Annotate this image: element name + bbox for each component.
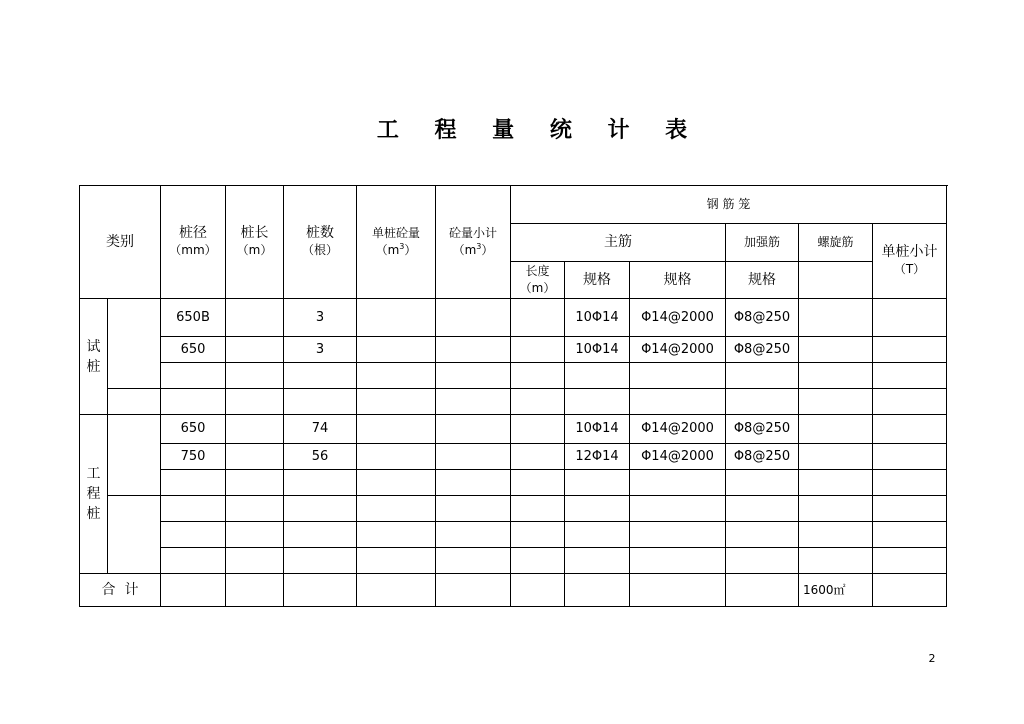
cell-sub-t <box>873 522 947 548</box>
cell-count <box>284 389 357 415</box>
cell-spiral-spec <box>726 496 799 522</box>
cell-sub-t <box>873 548 947 574</box>
cell-single-vol <box>357 415 436 444</box>
cell-count: 74 <box>284 415 357 444</box>
cell-spiral-spec: Φ8@250 <box>726 299 799 337</box>
total-row <box>80 574 947 607</box>
cell-stiff-spec: Φ14@2000 <box>630 415 726 444</box>
cell-count <box>284 496 357 522</box>
cell-single-vol <box>357 363 436 389</box>
cell-sub-t <box>873 444 947 470</box>
header-pile-length: 桩长 （m） <box>226 186 284 299</box>
cell-count: 56 <box>284 444 357 470</box>
header-single-concrete: 单桩砼量 $(m^3)$ <box>357 186 436 299</box>
total-cell <box>726 574 799 607</box>
cell-diameter: 650B <box>161 299 226 337</box>
cell-sub-t <box>873 389 947 415</box>
total-value: 1600㎡ <box>799 574 873 607</box>
table-row <box>80 522 947 548</box>
cell-count <box>284 522 357 548</box>
cell-diameter: 650 <box>161 337 226 363</box>
cell-single-vol <box>357 389 436 415</box>
cell-single-t <box>799 444 873 470</box>
cell-spiral-spec <box>726 522 799 548</box>
cell-diameter: 750 <box>161 444 226 470</box>
cell-count <box>284 363 357 389</box>
table-row <box>80 548 947 574</box>
document-title: 工 程 量 统 计 表 <box>376 117 702 143</box>
cell-single-vol <box>357 470 436 496</box>
subgroup-cell <box>108 415 161 496</box>
table-row <box>80 389 947 415</box>
cell-main-spec <box>565 389 630 415</box>
cell-single-vol <box>357 522 436 548</box>
cell-spiral-spec: Φ8@250 <box>726 337 799 363</box>
cell-vol-sub <box>436 337 511 363</box>
cell-sub-t <box>873 337 947 363</box>
total-cell <box>284 574 357 607</box>
header-length: 长度 （m） <box>511 262 565 299</box>
subgroup-cell <box>108 496 161 574</box>
cell-spiral-spec <box>726 470 799 496</box>
table-row <box>80 470 947 496</box>
cell-main-spec: 10Φ14 <box>565 337 630 363</box>
total-label: 合 计 <box>80 574 161 607</box>
cell-length <box>226 548 284 574</box>
cell-vol-sub <box>436 415 511 444</box>
cell-single-vol <box>357 299 436 337</box>
cell-vol-sub <box>436 522 511 548</box>
cell-sub-t <box>873 496 947 522</box>
subgroup-cell <box>108 299 161 389</box>
cell-rebar-len <box>511 444 565 470</box>
cell-rebar-len <box>511 363 565 389</box>
quantity-table <box>79 185 947 607</box>
cell-sub-t <box>873 415 947 444</box>
total-cell <box>436 574 511 607</box>
cell-rebar-len <box>511 548 565 574</box>
cell-length <box>226 496 284 522</box>
cell-length <box>226 470 284 496</box>
page-number: 2 <box>928 652 936 665</box>
table-row <box>80 363 947 389</box>
cell-vol-sub <box>436 299 511 337</box>
total-cell <box>630 574 726 607</box>
cell-single-vol <box>357 337 436 363</box>
cell-spiral-spec: Φ8@250 <box>726 444 799 470</box>
cell-single-vol <box>357 444 436 470</box>
cell-length <box>226 415 284 444</box>
table-row <box>80 337 947 363</box>
group-engineering-pile: 工 程 桩 <box>80 415 108 574</box>
total-cell <box>226 574 284 607</box>
cell-diameter <box>161 363 226 389</box>
cell-length <box>226 389 284 415</box>
cell-main-spec <box>565 470 630 496</box>
cell-main-spec <box>565 548 630 574</box>
cell-length <box>226 299 284 337</box>
cell-stiff-spec: Φ14@2000 <box>630 337 726 363</box>
cell-sub-t <box>873 299 947 337</box>
subgroup-cell <box>108 389 161 415</box>
cell-count: 3 <box>284 337 357 363</box>
cell-stiff-spec <box>630 522 726 548</box>
cell-rebar-len <box>511 415 565 444</box>
cell-main-spec <box>565 363 630 389</box>
total-cell <box>873 574 947 607</box>
cell-main-spec: 12Φ14 <box>565 444 630 470</box>
cell-single-vol <box>357 548 436 574</box>
cell-single-t <box>799 337 873 363</box>
cell-diameter <box>161 548 226 574</box>
total-cell <box>161 574 226 607</box>
header-main-spec: 规格 <box>565 262 630 299</box>
cell-spiral-spec <box>726 548 799 574</box>
cell-vol-sub <box>436 363 511 389</box>
total-cell <box>565 574 630 607</box>
cell-rebar-len <box>511 299 565 337</box>
cell-rebar-len <box>511 496 565 522</box>
cell-vol-sub <box>436 548 511 574</box>
cell-main-spec: 10Φ14 <box>565 299 630 337</box>
cell-diameter <box>161 470 226 496</box>
header-stiffener-spec: 规格 <box>630 262 726 299</box>
cell-length <box>226 337 284 363</box>
table-row <box>80 299 947 337</box>
cell-stiff-spec <box>630 548 726 574</box>
table-row <box>80 415 947 444</box>
cell-vol-sub <box>436 470 511 496</box>
cell-length <box>226 363 284 389</box>
cell-vol-sub <box>436 444 511 470</box>
cell-diameter <box>161 522 226 548</box>
header-single-pile-subtotal: 单桩小计 （T） <box>873 224 947 299</box>
header-concrete-subtotal: 砼量小计 $(m^3)$ <box>436 186 511 299</box>
cell-diameter: 650 <box>161 415 226 444</box>
cell-single-t <box>799 522 873 548</box>
cell-spiral-spec <box>726 389 799 415</box>
cell-diameter <box>161 496 226 522</box>
cell-single-t <box>799 548 873 574</box>
cell-stiff-spec <box>630 470 726 496</box>
cell-length <box>226 522 284 548</box>
cell-count <box>284 548 357 574</box>
header-stiffener: 加强筋 <box>726 224 799 262</box>
header-pile-diameter: 桩径 （mm） <box>161 186 226 299</box>
cell-rebar-len <box>511 522 565 548</box>
cell-spiral-spec: Φ8@250 <box>726 415 799 444</box>
cell-single-t <box>799 389 873 415</box>
cell-main-spec <box>565 496 630 522</box>
cell-stiff-spec: Φ14@2000 <box>630 299 726 337</box>
group-trial-pile: 试 桩 <box>80 299 108 415</box>
total-cell <box>511 574 565 607</box>
cell-stiff-spec <box>630 363 726 389</box>
cell-count: 3 <box>284 299 357 337</box>
cell-stiff-spec <box>630 389 726 415</box>
cell-single-vol <box>357 496 436 522</box>
header-rebar-cage: 钢 筋 笼 <box>511 186 947 224</box>
cell-single-t <box>799 363 873 389</box>
cell-rebar-len <box>511 470 565 496</box>
cell-rebar-len <box>511 337 565 363</box>
cell-length <box>226 444 284 470</box>
header-category: 类别 <box>80 186 161 299</box>
cell-stiff-spec: Φ14@2000 <box>630 444 726 470</box>
header-pile-count: 桩数 （根） <box>284 186 357 299</box>
cell-count <box>284 470 357 496</box>
cell-single-t <box>799 415 873 444</box>
cell-single-t <box>799 470 873 496</box>
cell-sub-t <box>873 363 947 389</box>
cell-stiff-spec <box>630 496 726 522</box>
header-spiral: 螺旋筋 <box>799 224 873 262</box>
total-cell <box>357 574 436 607</box>
cell-vol-sub <box>436 496 511 522</box>
cell-sub-t <box>873 470 947 496</box>
cell-rebar-len <box>511 389 565 415</box>
cell-main-spec <box>565 522 630 548</box>
cell-spiral-spec <box>726 363 799 389</box>
cell-single-t <box>799 496 873 522</box>
header-spiral-spec: 规格 <box>726 262 799 299</box>
header-main-rebar: 主筋 <box>511 224 726 262</box>
cell-diameter <box>161 389 226 415</box>
cell-main-spec: 10Φ14 <box>565 415 630 444</box>
table-row <box>80 444 947 470</box>
cell-vol-sub <box>436 389 511 415</box>
table-row <box>80 496 947 522</box>
cell-single-t <box>799 299 873 337</box>
